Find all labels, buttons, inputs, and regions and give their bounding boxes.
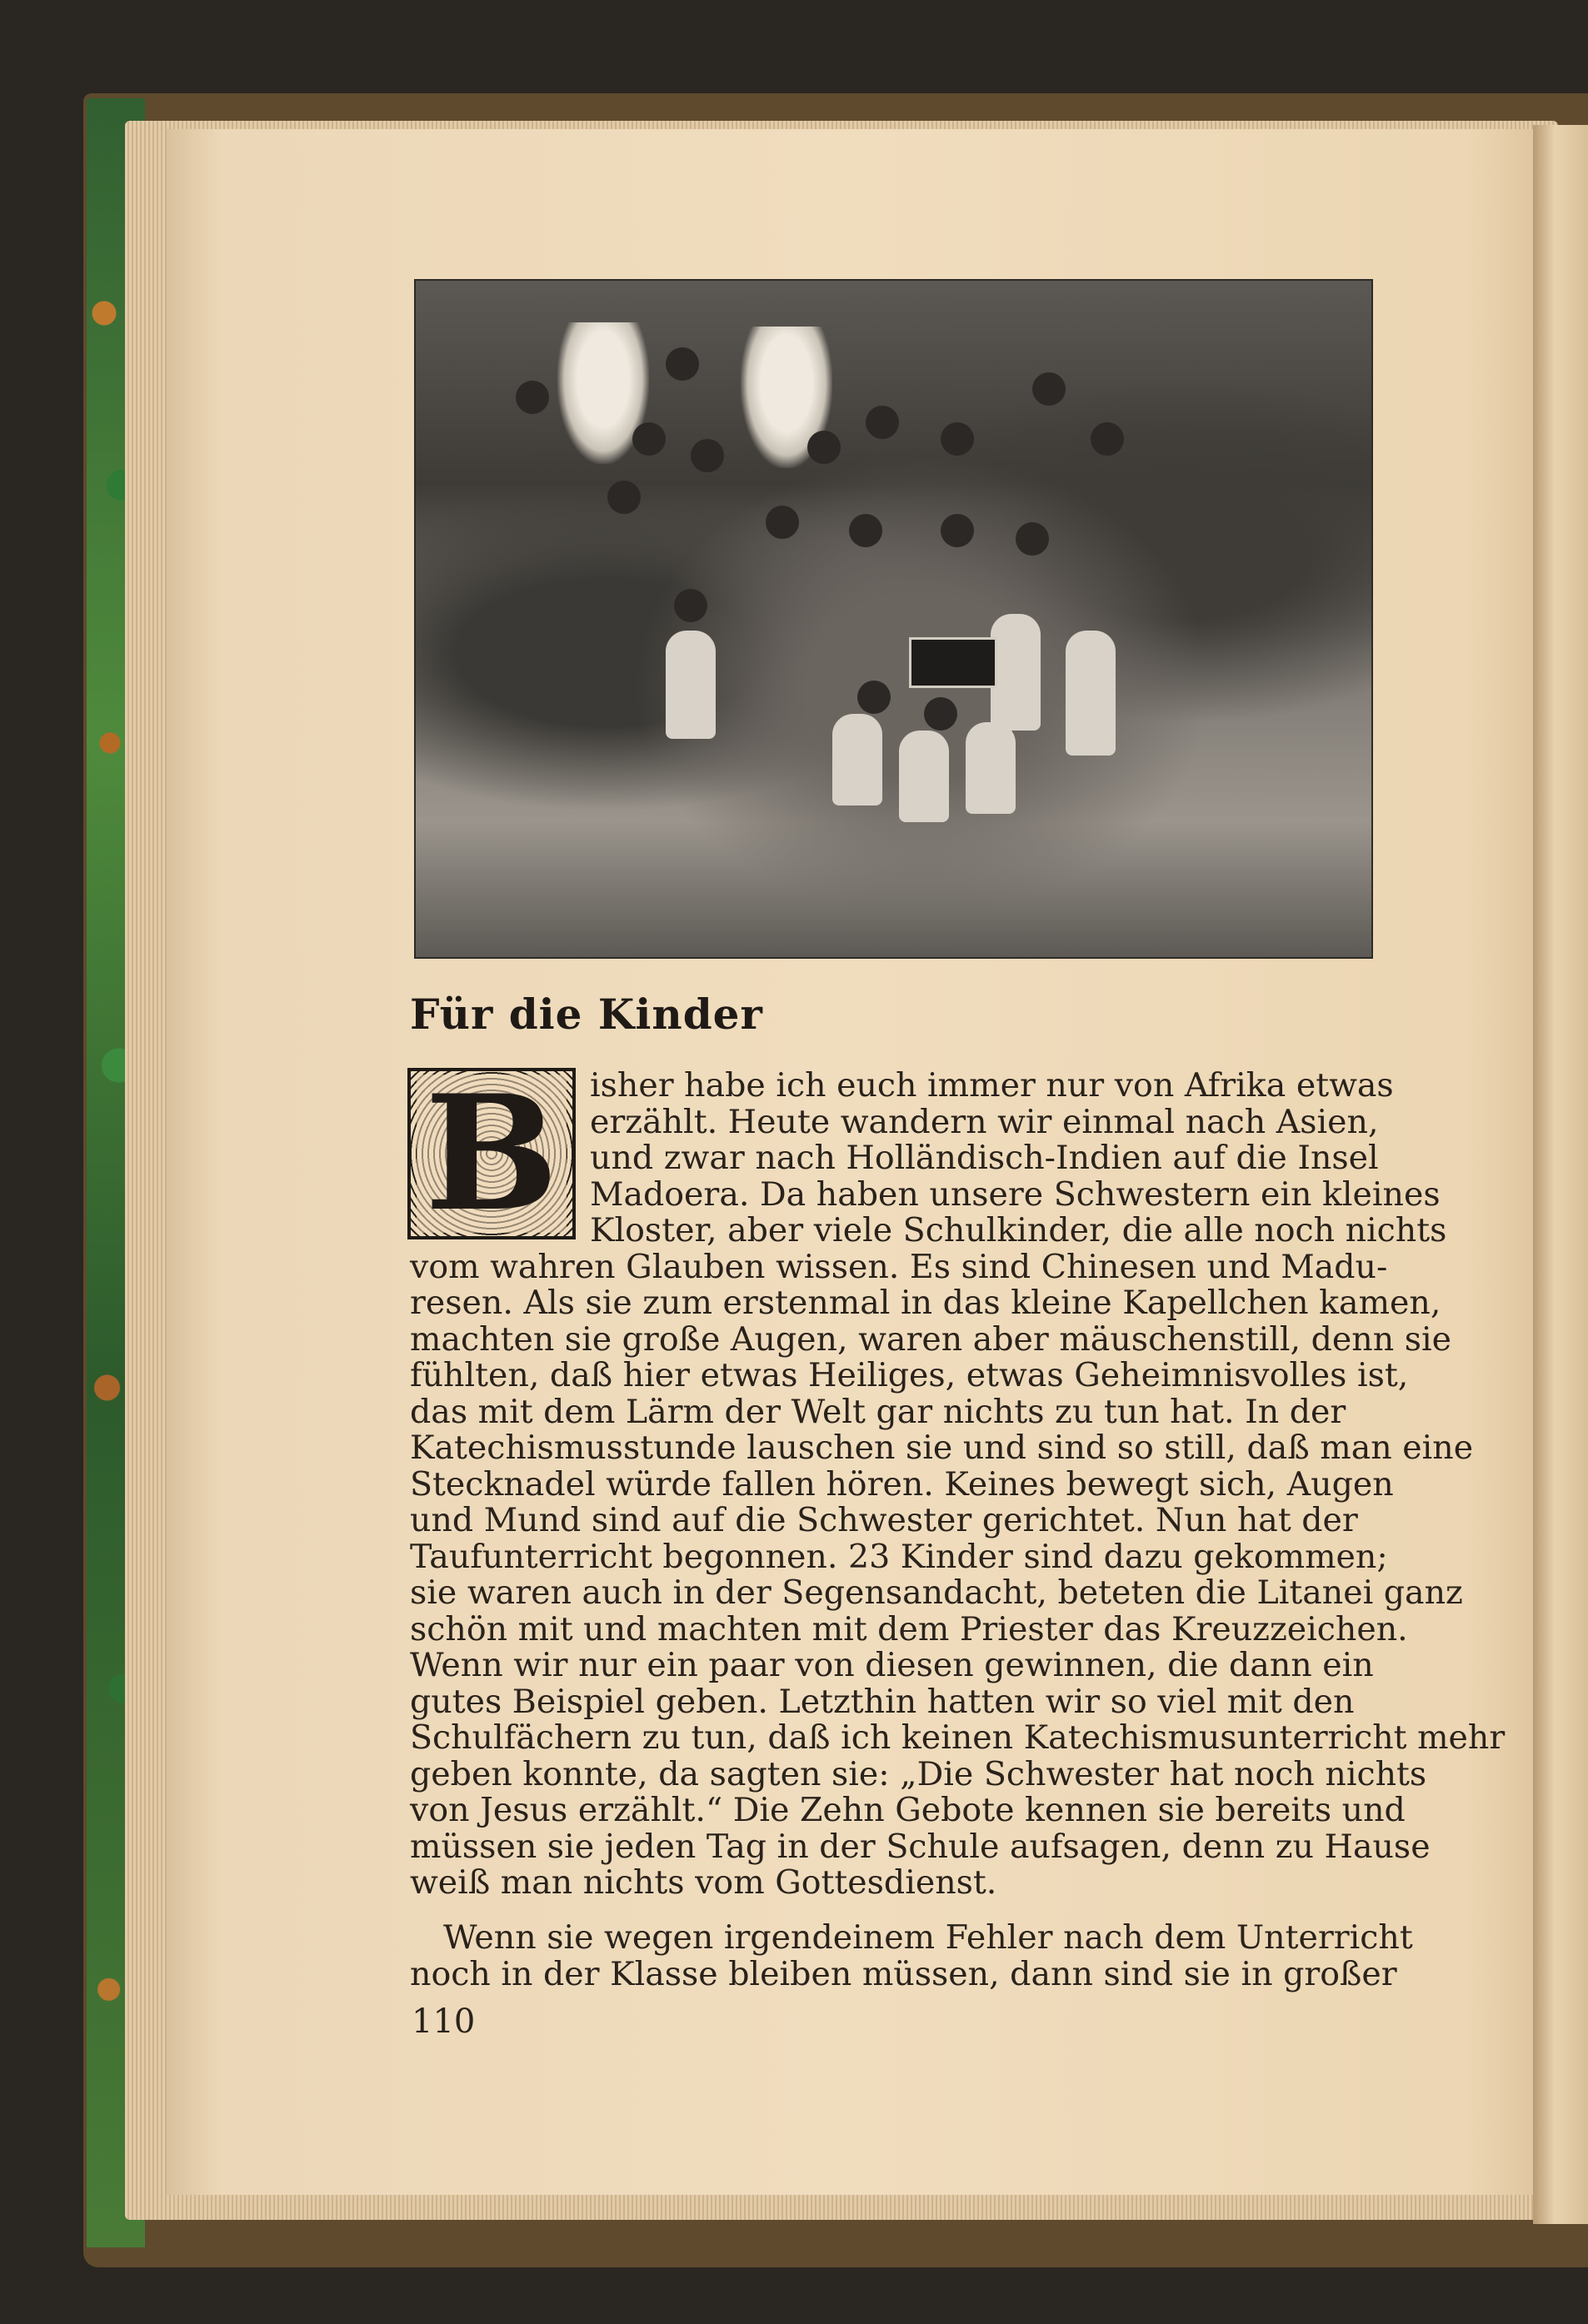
text-line: resen. Als sie zum erstenmal in das kleine Kapellchen kamen, [410, 1284, 1441, 1322]
text-line: Kloster, aber viele Schulkinder, die alle noch nichts [590, 1211, 1447, 1249]
child-dress [899, 731, 949, 822]
child-head [807, 431, 841, 464]
child-dress [666, 631, 716, 739]
child-head [691, 439, 724, 472]
child-head [941, 422, 974, 456]
text-line: isher habe ich euch immer nur von Afrika etwas [590, 1066, 1394, 1105]
drop-cap-letter: B [417, 1075, 567, 1233]
text-line: und zwar nach Holländisch-Indien auf die Insel [590, 1139, 1379, 1177]
child-head [924, 697, 957, 731]
text-line: Wenn sie wegen irgendeinem Fehler nach dem Unterricht [443, 1918, 1413, 1957]
text-line: fühlten, daß hier etwas Heiliges, etwas Geheimnisvolles ist, [410, 1356, 1409, 1394]
text-line: und Mund sind auf die Schwester gerichtet. Nun hat der [410, 1501, 1358, 1539]
text-line: geben konnte, da sagten sie: „Die Schwester hat noch nichts [410, 1754, 1427, 1793]
page-number: 110 [412, 2002, 476, 2041]
child-head [1091, 422, 1124, 456]
child-head [607, 481, 641, 514]
child-dress [832, 714, 882, 805]
child-head [1016, 522, 1049, 556]
text-line: von Jesus erzählt.“ Die Zehn Gebote kennen sie bereits und [410, 1791, 1406, 1829]
child-head [849, 514, 882, 547]
text-line: müssen sie jeden Tag in der Schule aufsagen, denn zu Hause [410, 1827, 1431, 1866]
child-dress [991, 614, 1041, 731]
article-heading: Für die Kinder [410, 990, 763, 1039]
text-line: vom wahren Glauben wissen. Es sind Chinesen und Madu- [410, 1247, 1388, 1286]
child-dress [966, 722, 1016, 814]
facing-page-gutter [1533, 125, 1588, 2224]
child-head [941, 514, 974, 547]
child-head [766, 506, 799, 539]
body-paragraph-1 [410, 1066, 1506, 1902]
child-head [1032, 372, 1066, 406]
body-paragraph-2 [410, 1918, 1413, 1993]
text-line: Madoera. Da haben unsere Schwestern ein kleines [590, 1174, 1441, 1214]
child-head [857, 681, 891, 714]
text-line: schön mit und machten mit dem Priester das Kreuzzeichen. [410, 1609, 1408, 1648]
text-line: gutes Beispiel geben. Letzthin hatten wir so viel mit den [410, 1682, 1355, 1721]
text-line: Taufunterricht begonnen. 23 Kinder sind dazu gekommen; [410, 1537, 1388, 1576]
text-line: noch in der Klasse bleiben müssen, dann sind sie in großer [410, 1954, 1397, 1993]
child-head [632, 422, 666, 456]
text-line: Stecknadel würde fallen hören. Keines bewegt sich, Augen [410, 1464, 1394, 1504]
text-line: sie waren auch in der Segensandacht, beteten die Litanei ganz [410, 1573, 1463, 1612]
text-line: weiß man nichts vom Gottesdienst. [410, 1863, 997, 1902]
child-head [516, 381, 549, 414]
child-head [866, 406, 899, 439]
text-line: das mit dem Lärm der Welt gar nichts zu tun hat. In der [410, 1392, 1346, 1431]
child-dress [1066, 631, 1116, 756]
text-line: erzählt. Heute wandern wir einmal nach Asien, [590, 1102, 1379, 1141]
group-photo [414, 279, 1373, 959]
photo-sign [909, 637, 997, 688]
text-line: Wenn wir nur ein paar von diesen gewinnen, die dann ein [410, 1646, 1374, 1684]
child-head [674, 589, 707, 622]
text-line: Schulfächern zu tun, daß ich keinen Katechismusunterricht mehr [410, 1718, 1506, 1757]
child-head [666, 347, 699, 381]
text-line: Katechismusstunde lauschen sie und sind so still, daß man eine [410, 1429, 1474, 1467]
text-line: machten sie große Augen, waren aber mäuschenstill, denn sie [410, 1319, 1451, 1359]
